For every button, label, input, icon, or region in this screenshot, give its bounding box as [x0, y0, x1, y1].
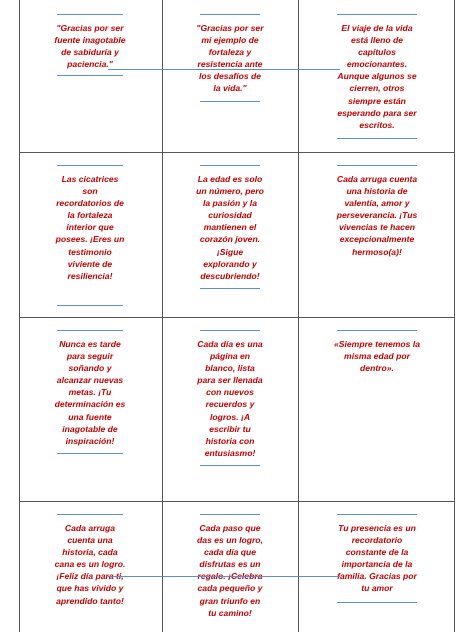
card-bottom-rule [57, 305, 123, 306]
message-card [334, 14, 420, 139]
card-bottom-rule [57, 453, 123, 454]
card-top-rule [337, 514, 417, 515]
stray-line [108, 576, 340, 577]
message-card [196, 514, 264, 619]
message-card [54, 14, 126, 76]
message-card [334, 165, 420, 258]
card-text: El viaje de la vida está lleno de capítulos emocionantes. Aunque algunos se cierren, otros siempre están esperando para ser escritos. [337, 23, 417, 130]
column-divider [162, 0, 163, 632]
card-top-rule [337, 165, 417, 166]
card-top-rule [200, 165, 260, 166]
card-top-rule [57, 514, 123, 515]
card-top-rule [57, 330, 123, 331]
row-divider [20, 317, 454, 318]
card-text: Las cicatrices son recordatorios de la fortaleza interior que posees. ¡Eres un testimonio viviente de resiliencia! [55, 174, 125, 281]
card-text: La edad es solo un número, pero la pasión y la curiosidad mantienen el corazón joven. ¡Sigue explorando y descubriendo! [196, 174, 264, 281]
card-top-rule [200, 330, 260, 331]
message-card [54, 330, 126, 454]
card-bottom-rule [200, 101, 260, 102]
card-bottom-rule [200, 465, 260, 466]
card-text: Tu presencia es un recordatorio constante de la importancia de la familia. Gracias por tu amor [337, 523, 417, 594]
card-top-rule [57, 14, 123, 15]
card-text: "Gracias por ser mi ejemplo de fortaleza y resistencia ante los desafíos de la vida." [196, 23, 264, 94]
card-top-rule [337, 14, 417, 15]
message-card [54, 165, 126, 306]
card-text: Nunca es tarde para seguir soñando y alcanzar nuevas metas. ¡Tu determinación es una fuente inagotable de inspiración! [54, 339, 126, 446]
card-text: Cada arruga cuenta una historia, cada cana es un logro. ¡Feliz día para ti, que has vivido y aprendido tanto! [54, 523, 126, 606]
message-card [334, 330, 420, 374]
message-card [334, 514, 420, 603]
card-bottom-rule [57, 75, 123, 76]
card-bottom-rule [337, 602, 417, 603]
card-bottom-rule [200, 288, 260, 289]
message-card [54, 514, 126, 607]
message-card [196, 330, 264, 466]
card-text: Cada arruga cuenta una historia de valentía, amor y perseverancia. ¡Tus vivencias te hacen excepcionalmente hermoso(a)! [336, 174, 418, 257]
card-text: "Gracias por ser fuente inagotable de sabiduría y paciencia." [54, 23, 126, 70]
card-text: «Siempre tenemos la misma edad por dentro». [334, 339, 420, 374]
message-card [196, 14, 264, 102]
row-divider [20, 501, 454, 502]
card-bottom-rule [337, 138, 417, 139]
card-top-rule [337, 330, 417, 331]
card-top-rule [200, 514, 260, 515]
card-top-rule [200, 14, 260, 15]
column-divider [298, 0, 299, 632]
card-text: Cada día es una página en blanco, lista para ser llenada con nuevos recuerdos y logros. ¡A escribir tu historia con entusiasmo! [197, 339, 263, 458]
row-divider [20, 152, 454, 153]
card-text: Cada paso que das es un logro, cada día que disfrutas es un regalo. ¡Celebra cada pequeño y gran triunfo en tu camino! [197, 523, 263, 618]
message-card [196, 165, 264, 289]
card-top-rule [57, 165, 123, 166]
stray-line [108, 69, 340, 70]
